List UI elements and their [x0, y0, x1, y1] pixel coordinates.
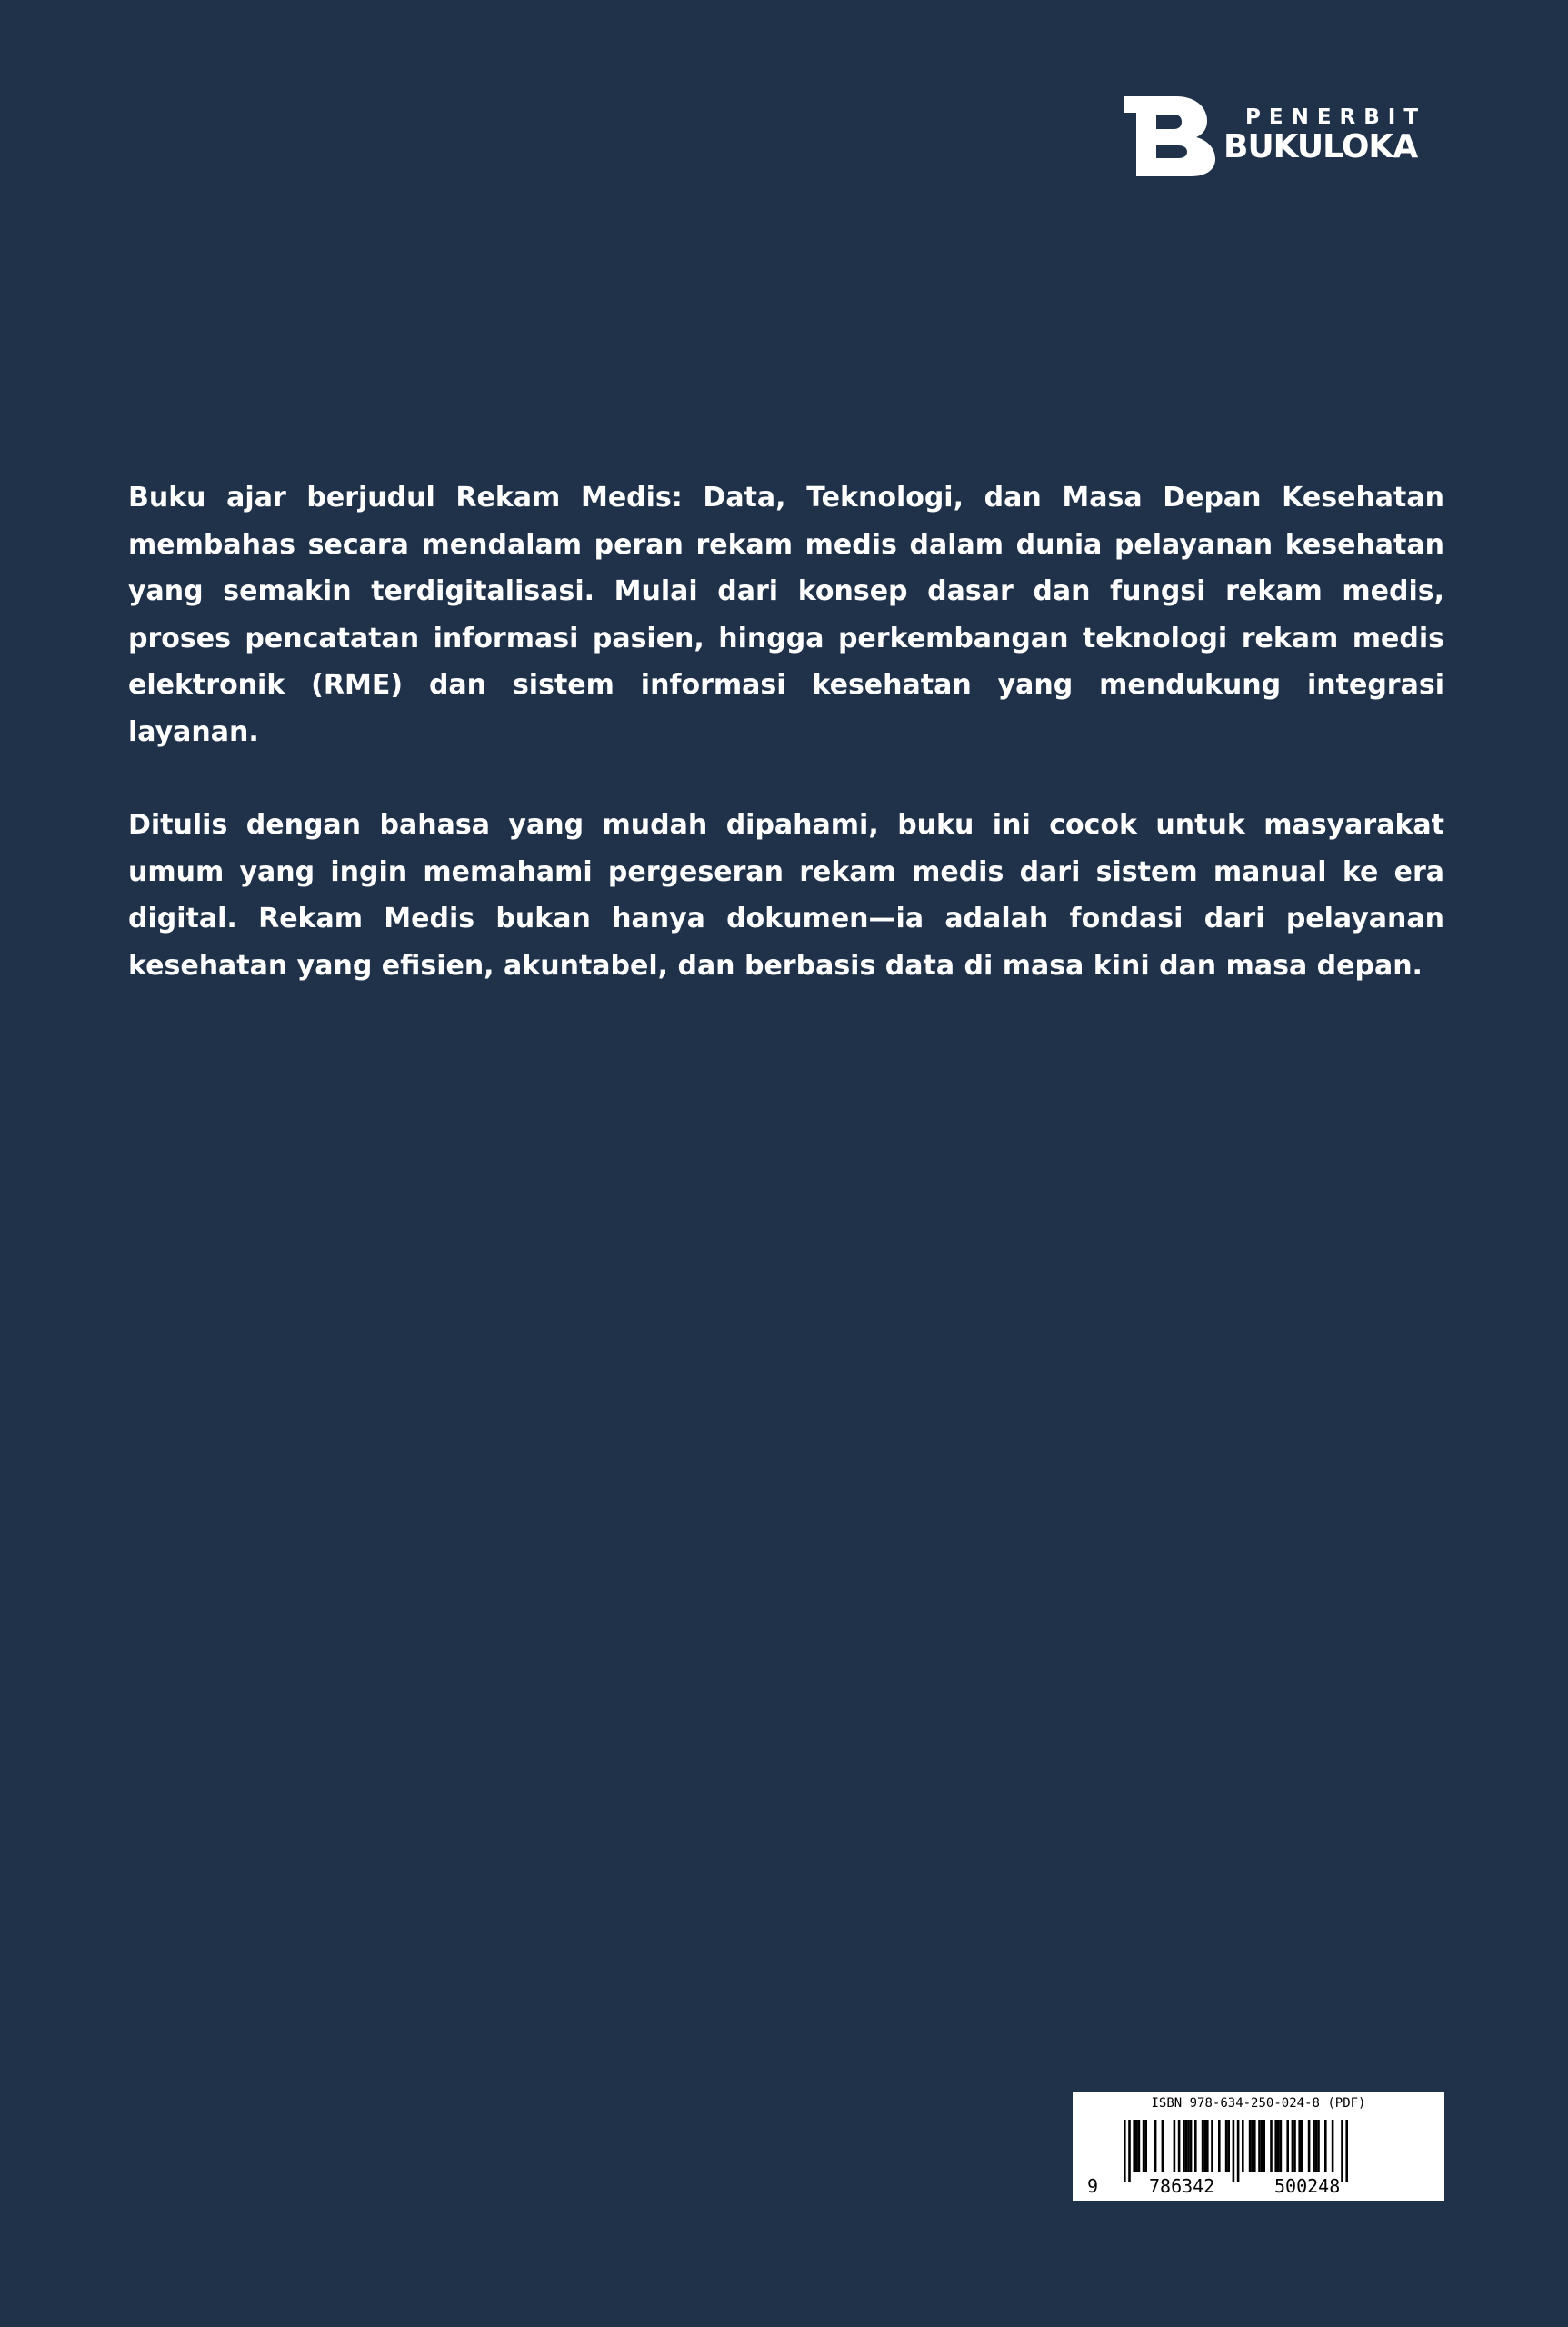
barcode-bar [1280, 2120, 1283, 2172]
barcode-bar [1203, 2120, 1206, 2172]
barcode-guard-bar [1237, 2120, 1240, 2182]
barcode-bar [1332, 2120, 1334, 2172]
isbn-label: ISBN 978-634-250-024-8 (PDF) [1151, 2096, 1366, 2111]
barcode-bar [1183, 2120, 1185, 2172]
barcode [1073, 2092, 1444, 2201]
blurb-paragraph-1: Buku ajar berjudul Rekam Medis: Data, Teknologi, dan Masa Depan Kesehatan membahas secara mendalam peran rekam medis dalam dunia pelayanan kesehatan yang semakin terdigitalisasi. Mulai dari konsep dasar dan fungsi rekam medis, proses pencatatan informasi pasien, hingga perkembangan teknologi rekam medis elektronik (RME) dan sistem informasi kesehatan yang mendukung integrasi layanan. [128, 482, 1444, 748]
barcode-bar [1242, 2120, 1244, 2172]
barcode-bar [1261, 2120, 1263, 2172]
publisher-label-small: PENERBIT [1245, 105, 1427, 129]
barcode-bar [1253, 2120, 1256, 2172]
barcode-bar [1263, 2120, 1265, 2172]
barcode-bar [1258, 2120, 1261, 2172]
barcode-bar [1249, 2120, 1252, 2172]
barcode-bar [1202, 2120, 1204, 2172]
barcode-bar [1218, 2120, 1221, 2172]
barcode-bar [1324, 2120, 1327, 2172]
barcode-bar [1187, 2120, 1190, 2172]
barcode-bar [1178, 2120, 1181, 2172]
barcode-guard-bar [1128, 2120, 1131, 2182]
barcode-bar [1298, 2120, 1301, 2172]
barcode-guard-bar [1124, 2120, 1126, 2182]
barcode-bar [1194, 2120, 1197, 2172]
barcode-bar [1144, 2120, 1147, 2172]
barcode-bar [1174, 2120, 1176, 2172]
isbn-barcode-box [1073, 2092, 1444, 2201]
barcode-guard-bar [1341, 2120, 1343, 2182]
barcode-bar [1143, 2120, 1145, 2172]
publisher-name: BUKULOKA [1223, 128, 1418, 165]
barcode-bar [1225, 2120, 1228, 2172]
barcode-bar [1206, 2120, 1209, 2172]
barcode-bar [1317, 2120, 1320, 2172]
barcode-bar [1185, 2120, 1188, 2172]
isbn-digits-right: 500248 [1274, 2175, 1341, 2197]
barcode-bar [1292, 2120, 1294, 2172]
barcode-bar [1274, 2120, 1277, 2172]
barcode-bar [1133, 2120, 1135, 2172]
barcode-bar [1138, 2120, 1141, 2172]
barcode-bar [1135, 2120, 1138, 2172]
barcode-guard-bar [1233, 2120, 1235, 2182]
barcode-bar [1251, 2120, 1253, 2172]
isbn-digits-left: 786342 [1149, 2175, 1215, 2197]
barcode-bar [1211, 2120, 1213, 2172]
barcode-bar [1313, 2120, 1315, 2172]
barcode-bar [1227, 2120, 1230, 2172]
isbn-digit-lead: 9 [1087, 2175, 1099, 2197]
barcode-bar [1286, 2120, 1289, 2172]
barcode-bar [1190, 2120, 1193, 2172]
barcode-guard-bar [1345, 2120, 1348, 2182]
barcode-bar [1154, 2120, 1157, 2172]
barcode-bar [1301, 2120, 1303, 2172]
barcode-bar [1315, 2120, 1318, 2172]
publisher-logo [1124, 96, 1443, 176]
barcode-bar [1277, 2120, 1280, 2172]
publisher-b-logo-icon [1124, 96, 1216, 176]
book-blurb [128, 474, 1444, 1035]
barcode-bar [1308, 2120, 1311, 2172]
barcode-bar [1162, 2120, 1164, 2172]
barcode-bar [1270, 2120, 1273, 2172]
blurb-paragraph-2: Ditulis dengan bahasa yang mudah dipahami, buku ini cocok untuk masyarakat umum yang ingin memahami pergeseran rekam medis dari sistem manual ke era digital. Rekam Medis bukan hanya dokumen—ia adalah fondasi dari pelayanan kesehatan yang efisien, akuntabel, dan berbasis data di masa kini dan masa depan. [128, 809, 1444, 982]
barcode-bar [1293, 2120, 1296, 2172]
